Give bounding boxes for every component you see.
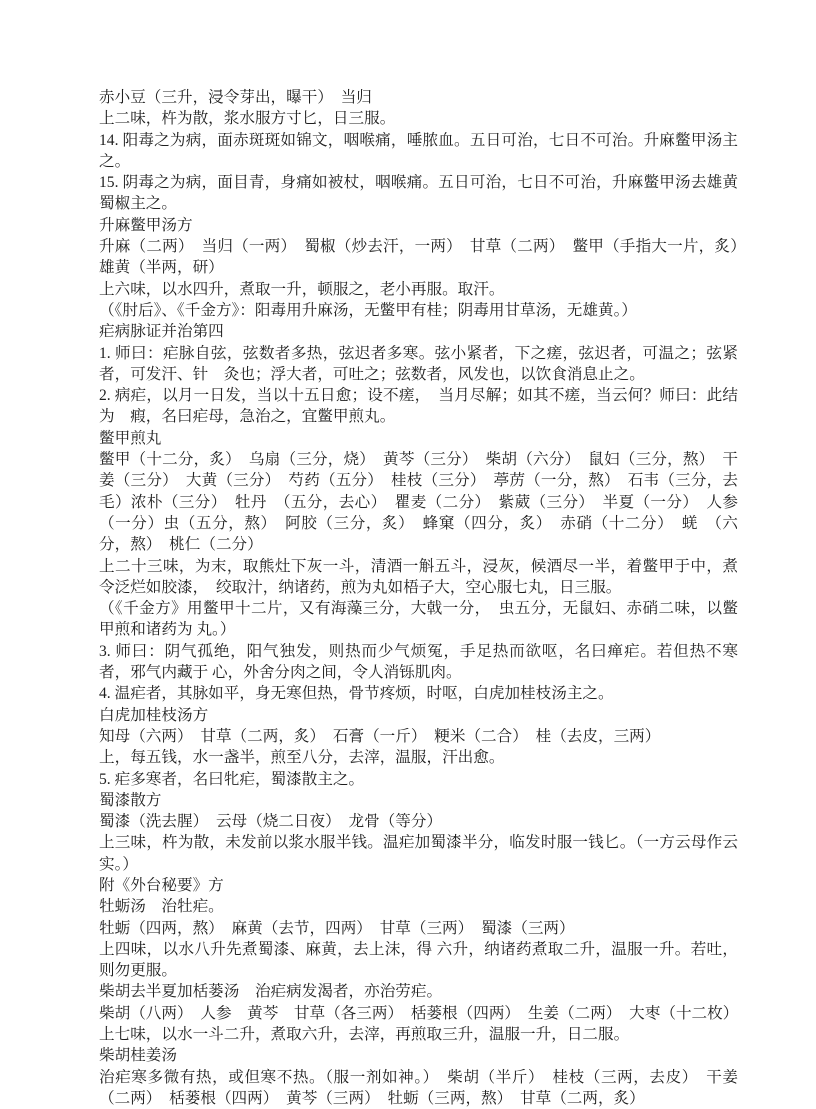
document-paragraph: 牡蛎（四两，熬） 麻黄（去节，四两） 甘草（三两） 蜀漆（三两） (99, 919, 575, 937)
document-paragraph: 上三味，杵为散，未发前以浆水服半钱。温疟加蜀漆半分，临发时服一钱匕。（一方云母作云实。） (99, 834, 738, 873)
document-paragraph: 蜀漆散方 (99, 791, 162, 809)
document-paragraph: 柴胡去半夏加栝蒌汤 治疟病发渴者，亦治劳疟。 (99, 983, 443, 1001)
document-body (99, 87, 754, 1109)
document-paragraph: 上七味，以水一斗二升，煮取六升，去滓，再煎取三升，温服一升，日二服。 (99, 1026, 630, 1044)
document-paragraph: 15. 阴毒之为病，面目青，身痛如被杖，咽喉痛。五日可治，七日不可治，升麻鳖甲汤去雄黄蜀椒主之。 (99, 174, 738, 213)
document-paragraph: 鳖甲煎丸 (99, 429, 162, 447)
document-paragraph: 14. 阳毒之为病，面赤斑斑如锦文，咽喉痛，唾脓血。五日可治，七日不可治。升麻鳖甲汤主之。 (99, 131, 738, 170)
document-paragraph: 柴胡桂姜汤 (99, 1047, 177, 1065)
document-paragraph: 鳖甲（十二分，炙） 乌扇（三分，烧） 黄芩（三分） 柴胡（六分） 鼠妇（三分，熬） 干姜（三分） 大黄（三分） 芍药（五分） 桂枝（三分） 葶苈（一分，熬） 石韦（三分，去毛）浓朴（三分） 牡丹 （五分，去心） 瞿麦（二分） 紫葳（三分） 半夏（一分） 人参（一分）虫（五分，熬） 阿胶（三分，炙） 蜂窠（四分，炙） 赤硝（十二分） 蜣 （六分，熬） 桃仁（二分） (99, 451, 738, 554)
document-paragraph: 升麻鳖甲汤方 (99, 216, 193, 234)
document-paragraph: 上二十三味，为末，取熊灶下灰一斗，清酒一斛五斗，浸灰，候酒尽一半，着鳖甲于中，煮令泛烂如胶漆， 绞取汁，纳诸药，煎为丸如梧子大，空心服七丸，日三服。 (99, 557, 738, 596)
document-paragraph: 柴胡（八两） 人参 黄芩 甘草（各三两） 栝蒌根（四两） 生姜（二两） 大枣（十二枚） (99, 1004, 739, 1022)
document-paragraph: 赤小豆（三升，浸令芽出，曝干） 当归 (99, 89, 372, 106)
document-paragraph: 白虎加桂枝汤方 (99, 706, 209, 724)
document-paragraph: 蜀漆（洗去腥） 云母（烧二日夜） 龙骨（等分） (99, 813, 443, 831)
document-paragraph: 3. 师曰：阴气孤绝，阳气独发，则热而少气烦冤，手足热而欲呕，名曰瘅疟。若但热不寒者，邪气内藏于 心，外舍分肉之间，令人消铄肌肉。 (99, 642, 738, 682)
document-paragraph: 疟病脉证并治第四 (99, 323, 224, 341)
document-paragraph: 2. 病疟，以月一日发，当以十五日愈；设不瘥， 当月尽解；如其不瘥，当云何？师曰：此结为 瘕，名曰疟母，急治之，宜鳖甲煎丸。 (99, 387, 738, 426)
document-paragraph: 1. 师曰：疟脉自弦，弦数者多热，弦迟者多寒。弦小紧者，下之瘥，弦迟者，可温之；弦紧者，可发汗、针 灸也；浮大者，可吐之；弦数者，风发也，以饮食消息止之。 (99, 344, 738, 383)
document-paragraph: 治疟寒多微有热，或但寒不热。（服一剂如神。） 柴胡（半斤） 桂枝（三两，去皮） 干姜（二两） 栝蒌根（四两） 黄芩（三两） 牡蛎（三两，熬） 甘草（二两，炙） (99, 1068, 738, 1107)
document-paragraph: 上二味，杵为散，浆水服方寸匕，日三服。 (99, 110, 396, 128)
document-paragraph: 4. 温疟者，其脉如平，身无寒但热，骨节疼烦，时呕，白虎加桂枝汤主之。 (99, 685, 614, 703)
document-paragraph: 附《外台秘要》方 (99, 876, 224, 894)
document-paragraph: 上六味，以水四升，煮取一升，顿服之，老小再服。取汗。 (99, 280, 505, 298)
document-paragraph: （《肘后》、《千金方》：阳毒用升麻汤，无鳖甲有桂；阴毒用甘草汤，无雄黄。） (99, 301, 637, 319)
document-paragraph: （《千金方》用鳖甲十二片，又有海藻三分，大戟一分， 虫五分，无鼠妇、赤硝二味，以鳖甲煎和诸药为 丸。） (99, 600, 738, 639)
document-paragraph: 牡蛎汤 治牡疟。 (99, 898, 224, 916)
document-paragraph: 上四味，以水八升先煮蜀漆、麻黄，去上沫，得 六升，纳诸药煮取二升，温服一升。若吐，则勿更服。 (99, 940, 738, 980)
document-paragraph: 知母（六两） 甘草（二两，炙） 石膏（一斤） 粳米（二合） 桂（去皮，三两） (99, 727, 661, 745)
document-paragraph: 5. 疟多寒者，名曰牝疟，蜀漆散主之。 (99, 770, 365, 788)
document-paragraph: 上，每五钱，水一盏半，煎至八分，去滓，温服，汗出愈。 (99, 749, 505, 767)
document-paragraph: 升麻（二两） 当归（一两） 蜀椒（炒去汗，一两） 甘草（二两） 鳖甲（手指大一片，炙） 雄黄（半两，研） (99, 238, 754, 277)
